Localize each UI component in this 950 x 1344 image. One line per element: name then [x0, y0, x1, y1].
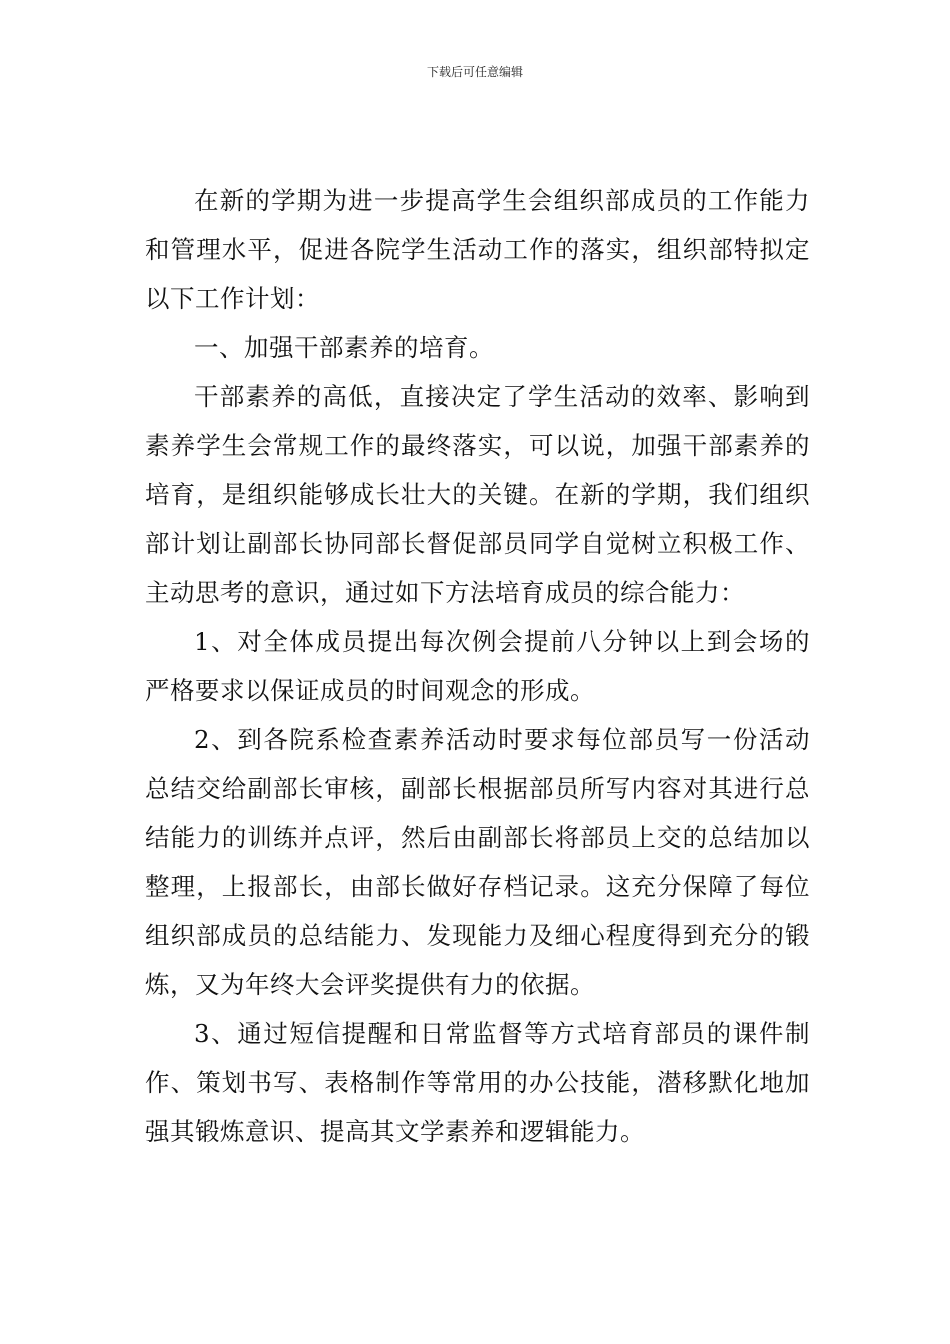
paragraph-section-heading: 一、加强干部素养的培育。	[194, 333, 494, 362]
page-header: 下载后可任意编辑	[426, 65, 523, 79]
paragraph-cadre-quality: 干部素养的高低，直接决定了学生活动的效率、影响到素养学生会常规工作的最终落实，可以说，加强干部素养的培育，是组织能够成长壮大的关键。在新的学期，我们组织部计划让副部长协同部长督促部员同学自觉树立积极工作、主动思考的意识，通过如下方法培育成员的综合能力：	[145, 382, 810, 607]
document-body	[145, 176, 810, 1156]
paragraph-item-3: 3、通过短信提醒和日常监督等方式培育部员的课件制作、策划书写、表格制作等常用的办公技能，潜移默化地加强其锻炼意识、提高其文学素养和逻辑能力。	[145, 1019, 810, 1146]
paragraph-intro: 在新的学期为进一步提高学生会组织部成员的工作能力和管理水平，促进各院学生活动工作的落实，组织部特拟定以下工作计划：	[145, 186, 810, 313]
paragraph-item-1: 1、对全体成员提出每次例会提前八分钟以上到会场的严格要求以保证成员的时间观念的形成。	[145, 627, 810, 705]
paragraph-item-2: 2、到各院系检查素养活动时要求每位部员写一份活动总结交给副部长审核，副部长根据部员所写内容对其进行总结能力的训练并点评，然后由副部长将部员上交的总结加以整理，上报部长，由部长做好存档记录。这充分保障了每位组织部成员的总结能力、发现能力及细心程度得到充分的锻炼，又为年终大会评奖提供有力的依据。	[145, 725, 810, 999]
